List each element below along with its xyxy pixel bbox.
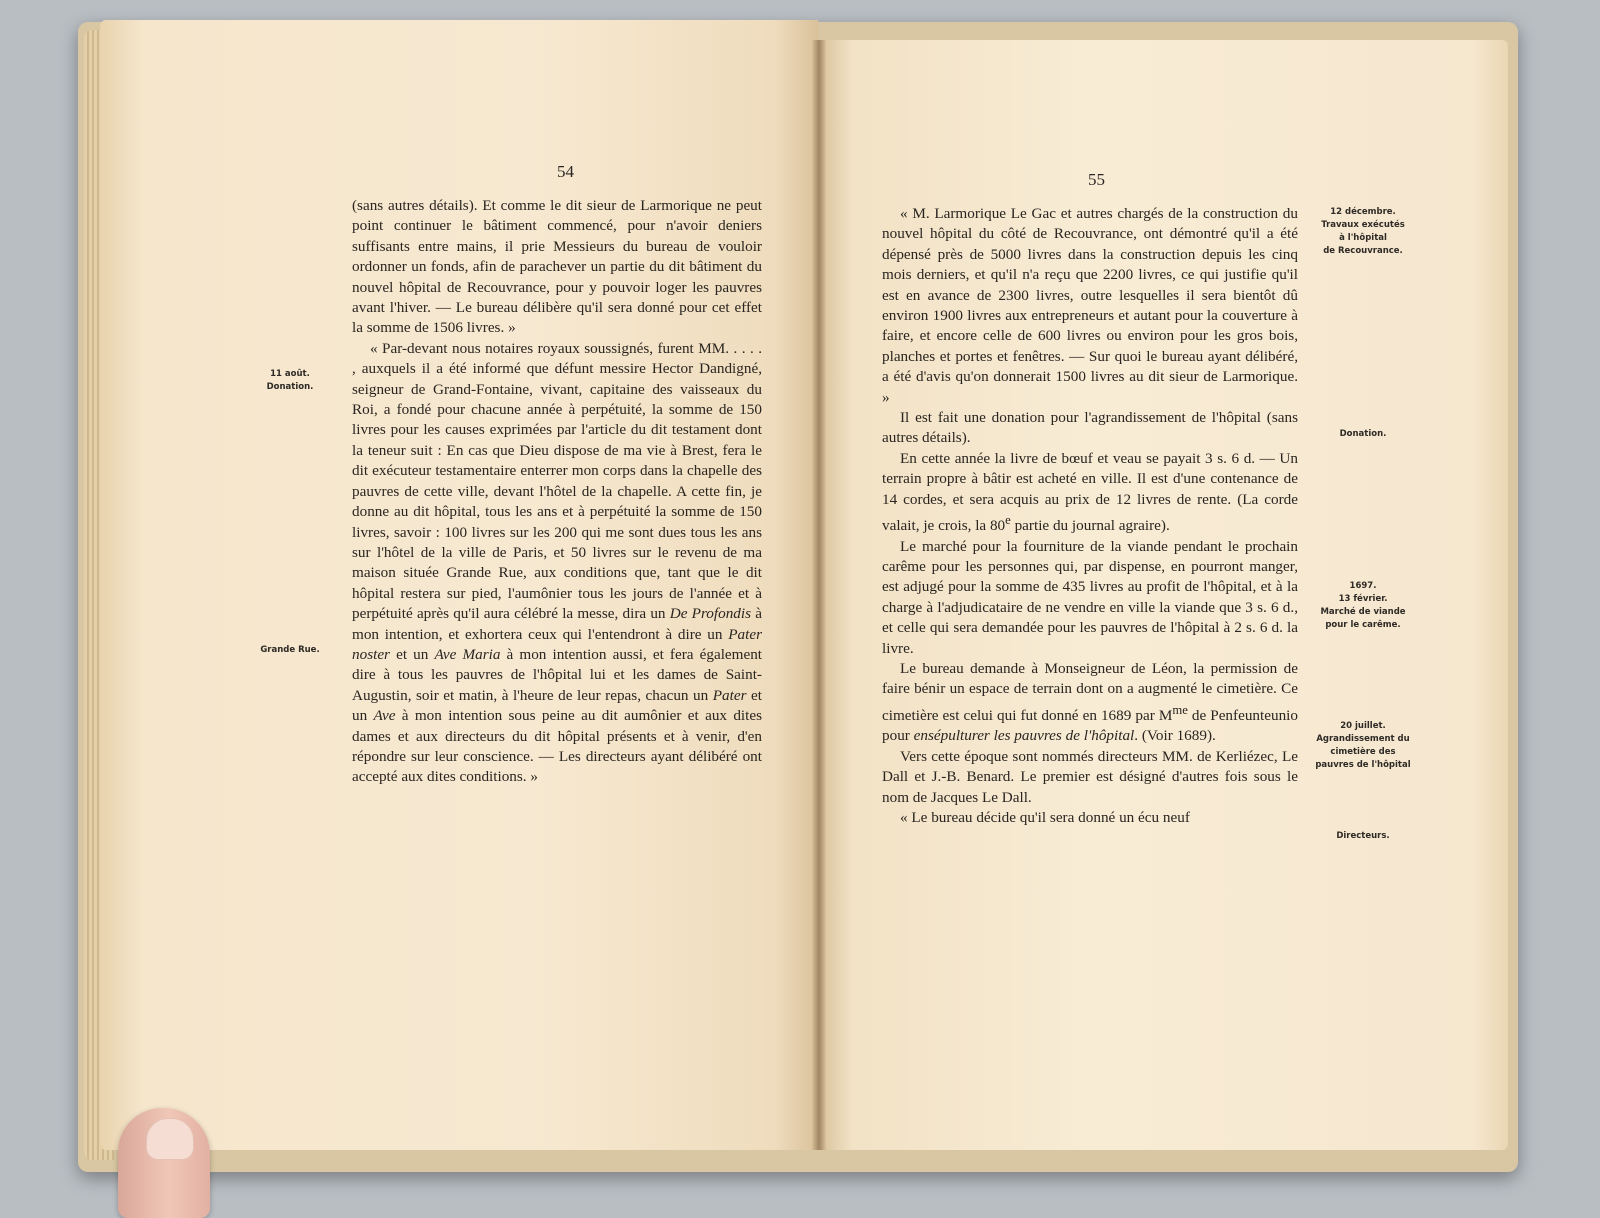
left-text-span: et un xyxy=(396,645,429,663)
right-text-span: . (Voir 1689). xyxy=(1134,727,1216,745)
right-text-block xyxy=(882,204,1298,828)
left-page-number: 54 xyxy=(557,162,574,181)
right-paragraph-7: « Le bureau décide qu'il sera donné un écu neuf xyxy=(900,808,1190,826)
margin-note-line: à l'hôpital xyxy=(1339,233,1387,243)
italic-ensepulturer: ensépulturer les pauvres de l'hôpital xyxy=(913,727,1135,745)
superscript: me xyxy=(1172,702,1188,717)
right-paragraph-1: « M. Larmorique Le Gac et autres chargés de la construction du nouvel hôpital du côté de Recouvrance, ont démontré qu'il a été dépensé près de 5000 livres dans la construction depuis les cinq mois derniers, et qu'il n'a reçu que 2200 livres, ce qui justifie qu'il est en avance de 2300 livres, outre lesquelles il sera bientôt dû environ 1900 livres aux entrepreneurs et autant pour la couverture à faire, et encore celle de 600 livres ou environ pour les gros bois, planches et portes et fenêtres. — Sur quoi le bureau ayant délibéré, a été d'avis qu'on donnerait 1500 livres au dit sieur de Larmorique. » xyxy=(882,205,1298,406)
italic-pater: Pater xyxy=(712,686,747,704)
margin-note-cimetiere xyxy=(1306,720,1420,772)
left-text-block xyxy=(352,196,762,788)
margin-note-line: pauvres de l'hôpital xyxy=(1315,760,1411,770)
margin-note-line: Marché de viande xyxy=(1320,607,1406,617)
italic-ave-maria: Ave Maria xyxy=(434,645,501,663)
margin-note-line: 11 août. xyxy=(270,369,310,379)
right-paragraph-4: Le marché pour la fourniture de la viande pendant le prochain carême pour les personnes qui, par dispense, en pourront manger, est adjugé pour la somme de 435 livres au profit de l'hôpital, et à la charge à l'adjudicataire de ne vendre en ville la viande que 3 s. 6 d., et celle qui sera demandée pour les pauvres de l'hôpital à 2 s. 6 d. la livre. xyxy=(882,537,1298,657)
right-paragraph-5 xyxy=(882,659,1298,747)
margin-note-line: Donation. xyxy=(266,382,314,392)
thumbnail-nail xyxy=(146,1118,194,1160)
right-paragraph-2: Il est fait une donation pour l'agrandissement de l'hôpital (sans autres détails). xyxy=(882,409,1298,447)
right-text-span: de Penfeunteunio pour xyxy=(882,706,1298,745)
italic-pater-noster: Pater noster xyxy=(352,625,762,663)
right-text-span: partie du journal agraire). xyxy=(1010,517,1170,535)
italic-ave: Ave xyxy=(373,707,396,725)
left-paragraph-2-text: « Par-devant nous notaires royaux soussignés, furent MM. . . . . , auxquels il a été informé que défunt messire Hector Dandigné, seigneur de Grand-Fontaine, vivant, capitaine des vaisseaux du Roi, a fondé pour chacune année à perpétuité, la somme de 150 livres pour les causes exprimées par l'article du dit testament dont la teneur suit : En cas que Dieu dispose de ma vie à Brest, fera le dit exécuteur testamentaire enterrer mon corps dans la chapelle des pauvres de cette ville, devant l'hôtel de la chapelle. A cette fin, je donne au dit hôpital, tous les ans et à perpétuité la somme de 150 livres, savoir : 100 livres sur les 200 qui me sont dues tous les ans sur l'hôtel de la ville de Paris, et 50 livres sur le revenu de ma maison située Grande Rue, aux conditions que, tant que le dit hôpital restera sur pied, l'aumônier tous les jours de l'année et à perpétuité après qu'il aura célébré la messe, dira un xyxy=(352,339,762,623)
margin-note-grande-rue: Grande Rue. xyxy=(260,645,320,655)
margin-note-line: 20 juillet. xyxy=(1340,721,1386,731)
book-gutter xyxy=(812,40,826,1150)
italic-de-profondis: De Profondis xyxy=(669,605,752,623)
right-page-number: 55 xyxy=(1088,170,1105,189)
margin-note-line: Agrandissement du xyxy=(1316,734,1410,744)
right-text-span: En cette année la livre de bœuf et veau se payait 3 s. 6 d. — Un terrain propre à bâtir est acheté en ville. Il est d'une contenance de 14 cordes, et sera acquis au prix de 12 livres de rente. (La corde valait, je crois, la 80 xyxy=(882,449,1298,535)
margin-note-donation: Donation. xyxy=(1339,429,1387,439)
right-text-span: Le bureau demande à Monseigneur de Léon, la permission de faire bénir un espace de terrain dont on a augmenté le cimetière. Ce cimetière est celui qui fut donné en 1689 par M xyxy=(882,660,1298,724)
left-text-span: à mon intention, et exhortera ceux qui l'entendront à dire un xyxy=(352,605,762,643)
margin-note-travaux xyxy=(1308,206,1418,258)
left-text-span: à mon intention sous peine au dit aumônier et aux dites dames et aux directeurs du dit hôpital présents et à venir, d'en répondre sur leur conscience. — Les directeurs ayant délibéré ont accepté aux dites conditions. » xyxy=(352,707,763,786)
right-paragraph-6: Vers cette époque sont nommés directeurs MM. de Kerliézec, Le Dall et J.-B. Benard. Le premier est désigné d'autres fois sous le nom de Jacques Le Dall. xyxy=(882,747,1298,806)
margin-note-donation-11-aout xyxy=(250,368,330,394)
margin-note-line: Travaux exécutés xyxy=(1321,220,1405,230)
margin-note-marche-viande xyxy=(1308,580,1418,632)
left-paragraph-2 xyxy=(352,339,762,788)
superscript: e xyxy=(1005,513,1011,528)
margin-note-line: 13 février. xyxy=(1338,594,1388,604)
margin-note-line: pour le carême. xyxy=(1325,620,1401,630)
margin-note-line: cimetière des xyxy=(1330,747,1396,757)
right-paragraph-3 xyxy=(882,449,1298,537)
margin-note-line: de Recouvrance. xyxy=(1323,246,1403,256)
margin-note-directeurs: Directeurs. xyxy=(1336,831,1390,841)
margin-note-line: 12 décembre. xyxy=(1330,207,1396,217)
left-text-span: et un xyxy=(352,686,763,725)
left-text-span: à mon intention aussi, et fera également dire à tous les pauvres de l'hôpital lui et les dames de Saint-Augustin, soir et matin, à l'heure de leur repas, chacun un xyxy=(352,645,763,704)
left-paragraph-1: (sans autres détails). Et comme le dit sieur de Larmorique ne peut point continuer le bâtiment commencé, pour n'avoir deniers suffisants entre mains, il prie Messieurs du bureau de vouloir ordonner un fonds, afin de parachever un partie du dit bâtiment du nouvel hôpital de Recouvrance, pour y pouvoir loger les pauvres avant l'hiver. — Le bureau délibère qu'il sera donné pour cet effet la somme de 1506 livres. » xyxy=(352,197,762,337)
margin-note-line: 1697. xyxy=(1349,581,1377,591)
